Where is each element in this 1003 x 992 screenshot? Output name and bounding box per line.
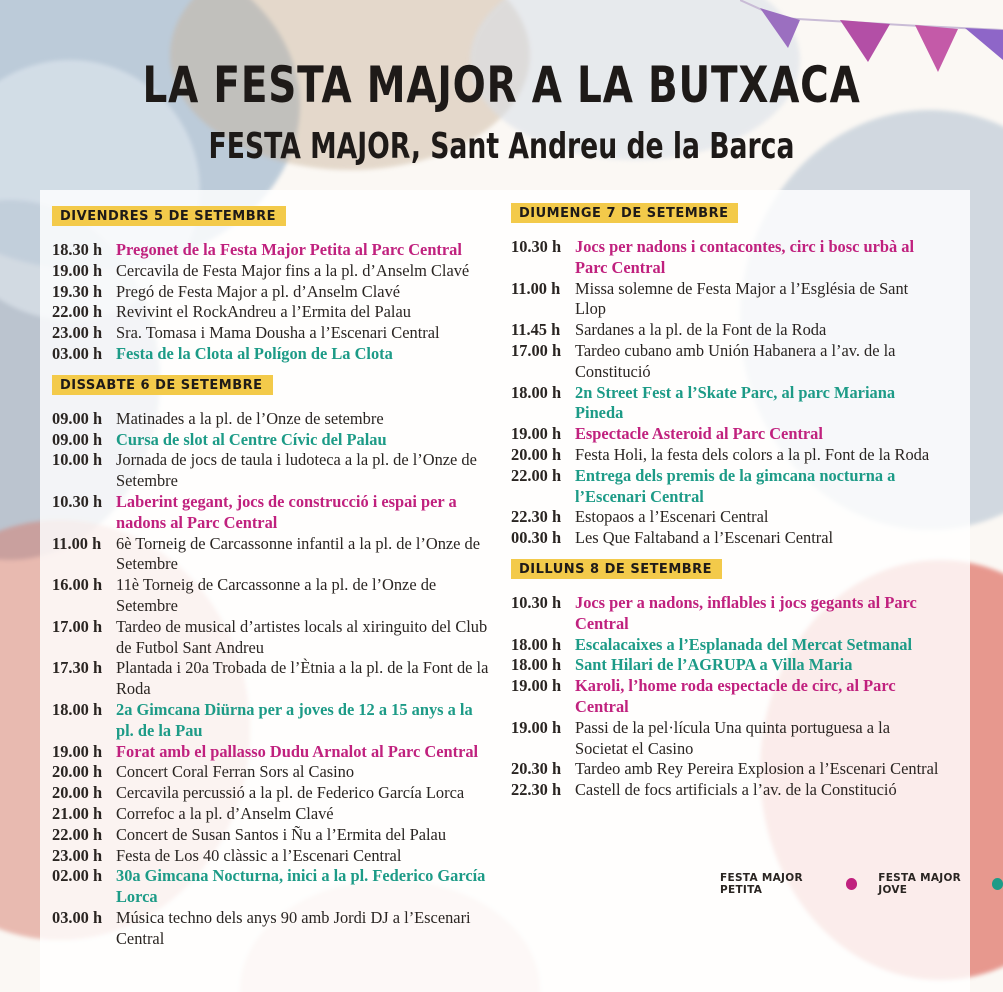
event-time: 17.30 h bbox=[52, 658, 103, 678]
event-time: 23.00 h bbox=[52, 323, 103, 343]
event-description: Pregonet de la Festa Major Petita al Parc Central bbox=[116, 240, 462, 259]
event-row bbox=[511, 237, 941, 279]
event-row bbox=[52, 825, 492, 846]
jove-dot-icon bbox=[992, 878, 1003, 890]
event-description: Cursa de slot al Centre Cívic del Palau bbox=[116, 429, 387, 449]
legend-label-petita: FESTA MAJOR PETITA bbox=[720, 872, 803, 896]
day-label: DISSABTE 6 DE SETEMBRE bbox=[52, 375, 273, 395]
event-time: 10.00 h bbox=[52, 450, 103, 470]
event-row bbox=[511, 320, 941, 341]
event-description: Música techno dels anys 90 amb Jordi DJ a l’Escenari Central bbox=[116, 907, 471, 948]
event-row bbox=[511, 528, 941, 549]
day-label: DIVENDRES 5 DE SETEMBRE bbox=[52, 206, 286, 226]
event-description: 6è Torneig de Carcassonne infantil a la pl. de l’Onze de Setembre bbox=[116, 533, 481, 574]
event-description: Entrega dels premis de la gimcana nocturna a l’Escenari Central bbox=[575, 465, 896, 506]
event-description: Festa de la Clota al Polígon de La Clota bbox=[116, 343, 393, 363]
event-row bbox=[511, 676, 941, 718]
event-row bbox=[511, 445, 941, 466]
event-row bbox=[511, 635, 941, 656]
event-description: Tardeo cubano amb Unión Habanera a l’av. de la Constitució bbox=[575, 340, 896, 381]
event-time: 20.00 h bbox=[511, 444, 562, 464]
event-time: 11.00 h bbox=[52, 533, 102, 553]
schedule-column-right bbox=[511, 203, 941, 801]
event-description: Les Que Faltaband a l’Escenari Central bbox=[575, 528, 834, 548]
event-row bbox=[511, 424, 941, 445]
legend bbox=[720, 872, 1003, 896]
event-row bbox=[511, 279, 941, 321]
event-time: 19.00 h bbox=[511, 676, 562, 696]
event-row bbox=[52, 783, 492, 804]
event-description: Castell de focs artificials a l’av. de la Constitució bbox=[575, 780, 897, 800]
event-row bbox=[52, 240, 492, 261]
event-description: Jornada de jocs de taula i ludoteca a la pl. de l’Onze de Setembre bbox=[116, 450, 477, 491]
event-time: 19.00 h bbox=[52, 741, 103, 761]
event-description: Escalacaixes a l’Esplanada del Mercat Setmanal bbox=[575, 634, 913, 654]
event-time: 18.30 h bbox=[52, 240, 103, 259]
event-description: Laberint gegant, jocs de construcció i espai per a nadons al Parc Central bbox=[116, 491, 457, 532]
event-time: 03.00 h bbox=[52, 343, 103, 363]
event-row bbox=[52, 908, 492, 950]
event-row bbox=[511, 466, 941, 508]
event-time: 22.00 h bbox=[52, 302, 103, 322]
event-row bbox=[52, 700, 492, 742]
day-label: DILLUNS 8 DE SETEMBRE bbox=[511, 559, 722, 579]
event-row bbox=[52, 282, 492, 303]
event-description: Karoli, l’home roda espectacle de circ, al Parc Central bbox=[575, 676, 896, 716]
event-row bbox=[511, 507, 941, 528]
event-time: 18.00 h bbox=[511, 634, 562, 654]
event-time: 18.00 h bbox=[52, 699, 103, 719]
event-description: Espectacle Asteroid al Parc Central bbox=[575, 424, 823, 444]
event-row bbox=[52, 658, 492, 700]
event-time: 03.00 h bbox=[52, 907, 103, 927]
event-description: Sra. Tomasa i Mama Dousha a l’Escenari Central bbox=[116, 323, 440, 343]
event-time: 09.00 h bbox=[52, 408, 103, 428]
event-time: 18.00 h bbox=[511, 382, 562, 402]
event-row bbox=[52, 261, 492, 282]
event-time: 22.00 h bbox=[511, 465, 562, 485]
event-time: 19.00 h bbox=[511, 424, 562, 444]
event-description: Passi de la pel·lícula Una quinta portuguesa a la Societat el Casino bbox=[575, 717, 890, 758]
event-row bbox=[52, 617, 492, 659]
event-description: Matinades a la pl. de l’Onze de setembre bbox=[116, 408, 384, 428]
event-description: Concert de Susan Santos i Ñu a l’Ermita del Palau bbox=[116, 824, 447, 844]
event-time: 22.30 h bbox=[511, 507, 562, 527]
event-description: Cercavila de Festa Major fins a la pl. d’Anselm Clavé bbox=[116, 260, 470, 280]
event-time: 17.00 h bbox=[52, 616, 103, 636]
page-subtitle: FESTA MAJOR, Sant Andreu de la Barca bbox=[208, 126, 795, 167]
event-time: 19.00 h bbox=[511, 717, 562, 737]
event-time: 00.30 h bbox=[511, 528, 562, 548]
event-row bbox=[52, 534, 492, 576]
event-description: Tardeo de musical d’artistes locals al xiringuito del Club de Futbol Sant Andreu bbox=[116, 616, 488, 657]
event-description: Missa solemne de Festa Major a l’Església de Sant Llop bbox=[575, 278, 909, 319]
event-row bbox=[52, 804, 492, 825]
event-time: 18.00 h bbox=[511, 655, 562, 675]
event-time: 10.30 h bbox=[511, 592, 562, 612]
event-time: 22.00 h bbox=[52, 824, 103, 844]
event-row bbox=[52, 344, 492, 365]
event-description: Revivint el RockAndreu a l’Ermita del Palau bbox=[116, 302, 411, 322]
event-description: Estopaos a l’Escenari Central bbox=[575, 507, 769, 527]
event-time: 22.30 h bbox=[511, 780, 562, 800]
event-row bbox=[511, 383, 941, 425]
event-time: 10.30 h bbox=[511, 237, 562, 256]
event-description: 2a Gimcana Diürna per a joves de 12 a 15 anys a la pl. de la Pau bbox=[116, 699, 473, 740]
event-time: 11.45 h bbox=[511, 320, 561, 340]
event-row bbox=[52, 409, 492, 430]
event-time: 23.00 h bbox=[52, 845, 103, 865]
event-time: 19.30 h bbox=[52, 281, 103, 301]
event-time: 09.00 h bbox=[52, 429, 103, 449]
event-row bbox=[52, 742, 492, 763]
event-description: 11è Torneig de Carcassonne a la pl. de l’Onze de Setembre bbox=[116, 575, 437, 615]
event-row bbox=[511, 593, 941, 635]
event-description: Forat amb el pallasso Dudu Arnalot al Parc Central bbox=[116, 741, 479, 761]
event-description: Sardanes a la pl. de la Font de la Roda bbox=[575, 320, 827, 340]
event-description: Festa Holi, la festa dels colors a la pl. Font de la Roda bbox=[575, 444, 930, 464]
event-row bbox=[52, 866, 492, 908]
event-time: 10.30 h bbox=[52, 491, 103, 511]
event-description: Plantada i 20a Trobada de l’Ètnia a la pl. de la Font de la Roda bbox=[116, 658, 489, 699]
event-row bbox=[52, 762, 492, 783]
event-description: 30a Gimcana Nocturna, inici a la pl. Federico García Lorca bbox=[116, 866, 486, 907]
event-row bbox=[52, 430, 492, 451]
event-time: 17.00 h bbox=[511, 340, 562, 360]
event-time: 20.00 h bbox=[52, 762, 103, 782]
event-row bbox=[511, 655, 941, 676]
event-description: Correfoc a la pl. d’Anselm Clavé bbox=[116, 803, 334, 823]
day-event-list bbox=[52, 240, 492, 365]
day-event-list bbox=[511, 237, 941, 549]
event-row bbox=[52, 492, 492, 534]
event-row bbox=[511, 759, 941, 780]
event-time: 20.30 h bbox=[511, 759, 562, 779]
event-description: Cercavila percussió a la pl. de Federico García Lorca bbox=[116, 783, 465, 803]
event-row bbox=[511, 718, 941, 760]
event-description: Tardeo amb Rey Pereira Explosion a l’Escenari Central bbox=[575, 759, 939, 779]
day-event-list bbox=[52, 409, 492, 950]
event-time: 19.00 h bbox=[52, 260, 103, 280]
page-title: LA FESTA MAJOR A LA BUTXACA bbox=[142, 56, 861, 114]
event-time: 11.00 h bbox=[511, 278, 561, 298]
legend-label-jove: FESTA MAJOR JOVE bbox=[878, 872, 962, 896]
event-description: Concert Coral Ferran Sors al Casino bbox=[116, 762, 355, 782]
event-row bbox=[52, 323, 492, 344]
event-row bbox=[52, 450, 492, 492]
petita-dot-icon bbox=[846, 878, 857, 890]
event-row bbox=[52, 846, 492, 867]
event-row bbox=[511, 780, 941, 801]
event-time: 02.00 h bbox=[52, 866, 103, 886]
event-description: Sant Hilari de l’AGRUPA a Villa Maria bbox=[575, 655, 853, 675]
event-row bbox=[52, 302, 492, 323]
event-description: 2n Street Fest a l’Skate Parc, al parc Mariana Pineda bbox=[575, 382, 896, 423]
event-description: Jocs per a nadons, inflables i jocs gegants al Parc Central bbox=[575, 592, 917, 633]
day-event-list bbox=[511, 593, 941, 801]
event-description: Festa de Los 40 clàssic a l’Escenari Central bbox=[116, 845, 402, 865]
event-row bbox=[52, 575, 492, 617]
schedule-column-left bbox=[52, 206, 492, 950]
event-description: Jocs per nadons i contacontes, circ i bosc urbà al Parc Central bbox=[575, 237, 915, 277]
event-time: 20.00 h bbox=[52, 783, 103, 803]
event-row bbox=[511, 341, 941, 383]
event-description: Pregó de Festa Major a pl. d’Anselm Clavé bbox=[116, 281, 401, 301]
day-label: DIUMENGE 7 DE SETEMBRE bbox=[511, 203, 738, 223]
event-time: 16.00 h bbox=[52, 575, 103, 595]
event-time: 21.00 h bbox=[52, 803, 103, 823]
